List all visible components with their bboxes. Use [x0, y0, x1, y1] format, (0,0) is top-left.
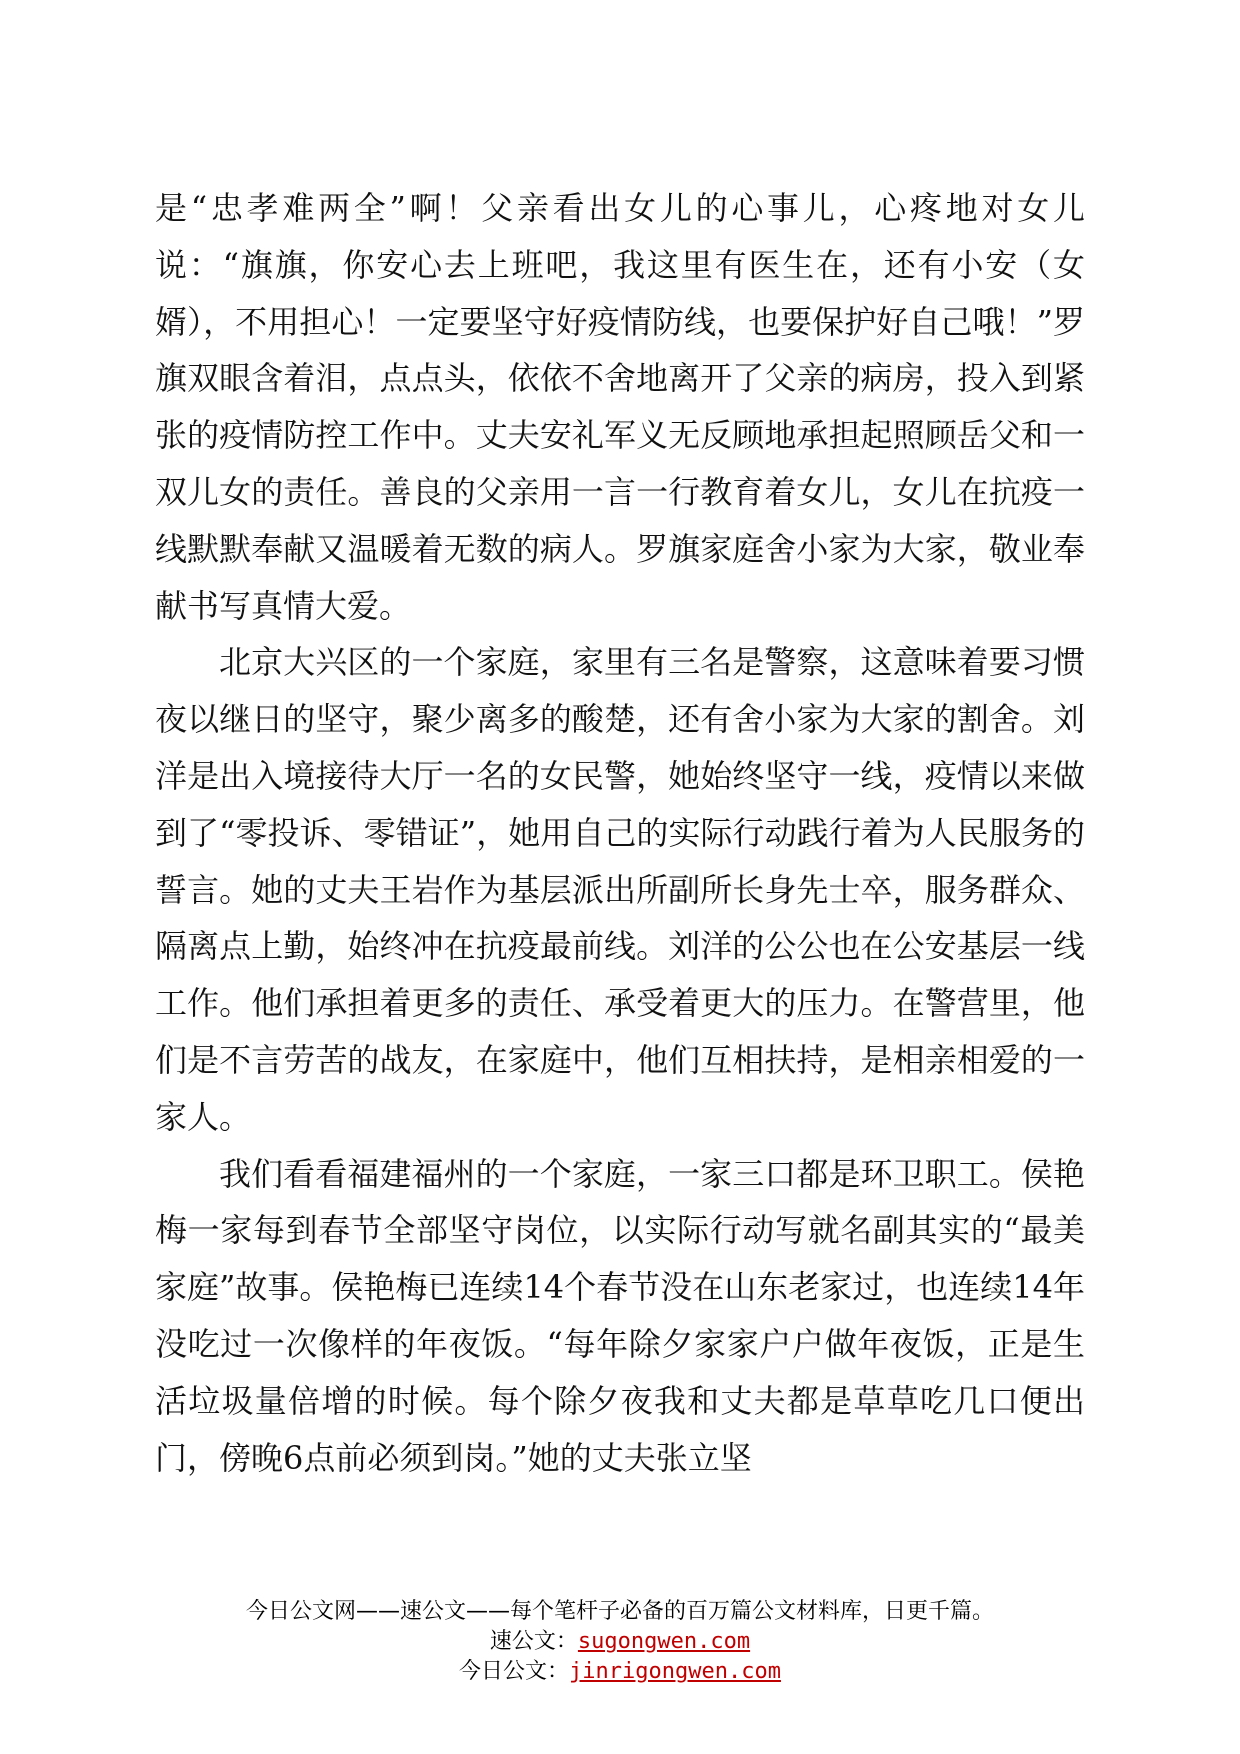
paragraph-1: 是“忠孝难两全”啊！父亲看出女儿的心事儿，心疼地对女儿说：“旗旗，你安心去上班吧，我这里有医生在，还有小安（女婿），不用担心！一定要坚守好疫情防线，也要保护好自己哦！”罗旗双眼含着泪，点点头，依依不舍地离开了父亲的病房，投入到紧张的疫情防控工作中。丈夫安礼军义无反顾地承担起照顾岳父和一双儿女的责任。善良的父亲用一言一行教育着女儿，女儿在抗疫一线默默奉献又温暖着无数的病人。罗旗家庭舍小家为大家，敬业奉献书写真情大爱。 — [155, 189, 1085, 625]
sugongwen-link[interactable]: sugongwen.com — [577, 1629, 751, 1654]
body-text — [155, 180, 1085, 1486]
paragraph-3: 我们看看福建福州的一个家庭，一家三口都是环卫职工。侯艳梅一家每到春节全部坚守岗位，以实际行动写就名副其实的“最美家庭”故事。侯艳梅已连续14个春节没在山东老家过，也连续14年没吃过一次像样的年夜饭。“每年除夕家家户户做年夜饭，正是生活垃圾量倍增的时候。每个除夕夜我和丈夫都是草草吃几口便出门，傍晚6点前必须到岗。”她的丈夫张立坚 — [155, 1154, 1085, 1477]
jinrigongwen-link[interactable]: jinrigongwen.com — [569, 1659, 781, 1684]
footer-jinrigongwen — [0, 1657, 1240, 1687]
footer — [0, 1597, 1240, 1687]
footer-sugongwen — [0, 1627, 1240, 1657]
paragraph-2: 北京大兴区的一个家庭，家里有三名是警察，这意味着要习惯夜以继日的坚守，聚少离多的酸楚，还有舍小家为大家的割舍。刘洋是出入境接待大厅一名的女民警，她始终坚守一线，疫情以来做到了“零投诉、零错证”，她用自己的实际行动践行着为人民服务的誓言。她的丈夫王岩作为基层派出所副所长身先士卒，服务群众、隔离点上勤，始终冲在抗疫最前线。刘洋的公公也在公安基层一线工作。他们承担着更多的责任、承受着更大的压力。在警营里，他们是不言劳苦的战友，在家庭中，他们互相扶持，是相亲相爱的一家人。 — [155, 643, 1085, 1136]
footer-jinrigongwen-label: 今日公文： — [459, 1659, 570, 1684]
footer-sugongwen-label: 速公文： — [489, 1629, 578, 1654]
footer-slogan: 今日公文网——速公文——每个笔杆子必备的百万篇公文材料库，日更千篇。 — [245, 1599, 994, 1624]
